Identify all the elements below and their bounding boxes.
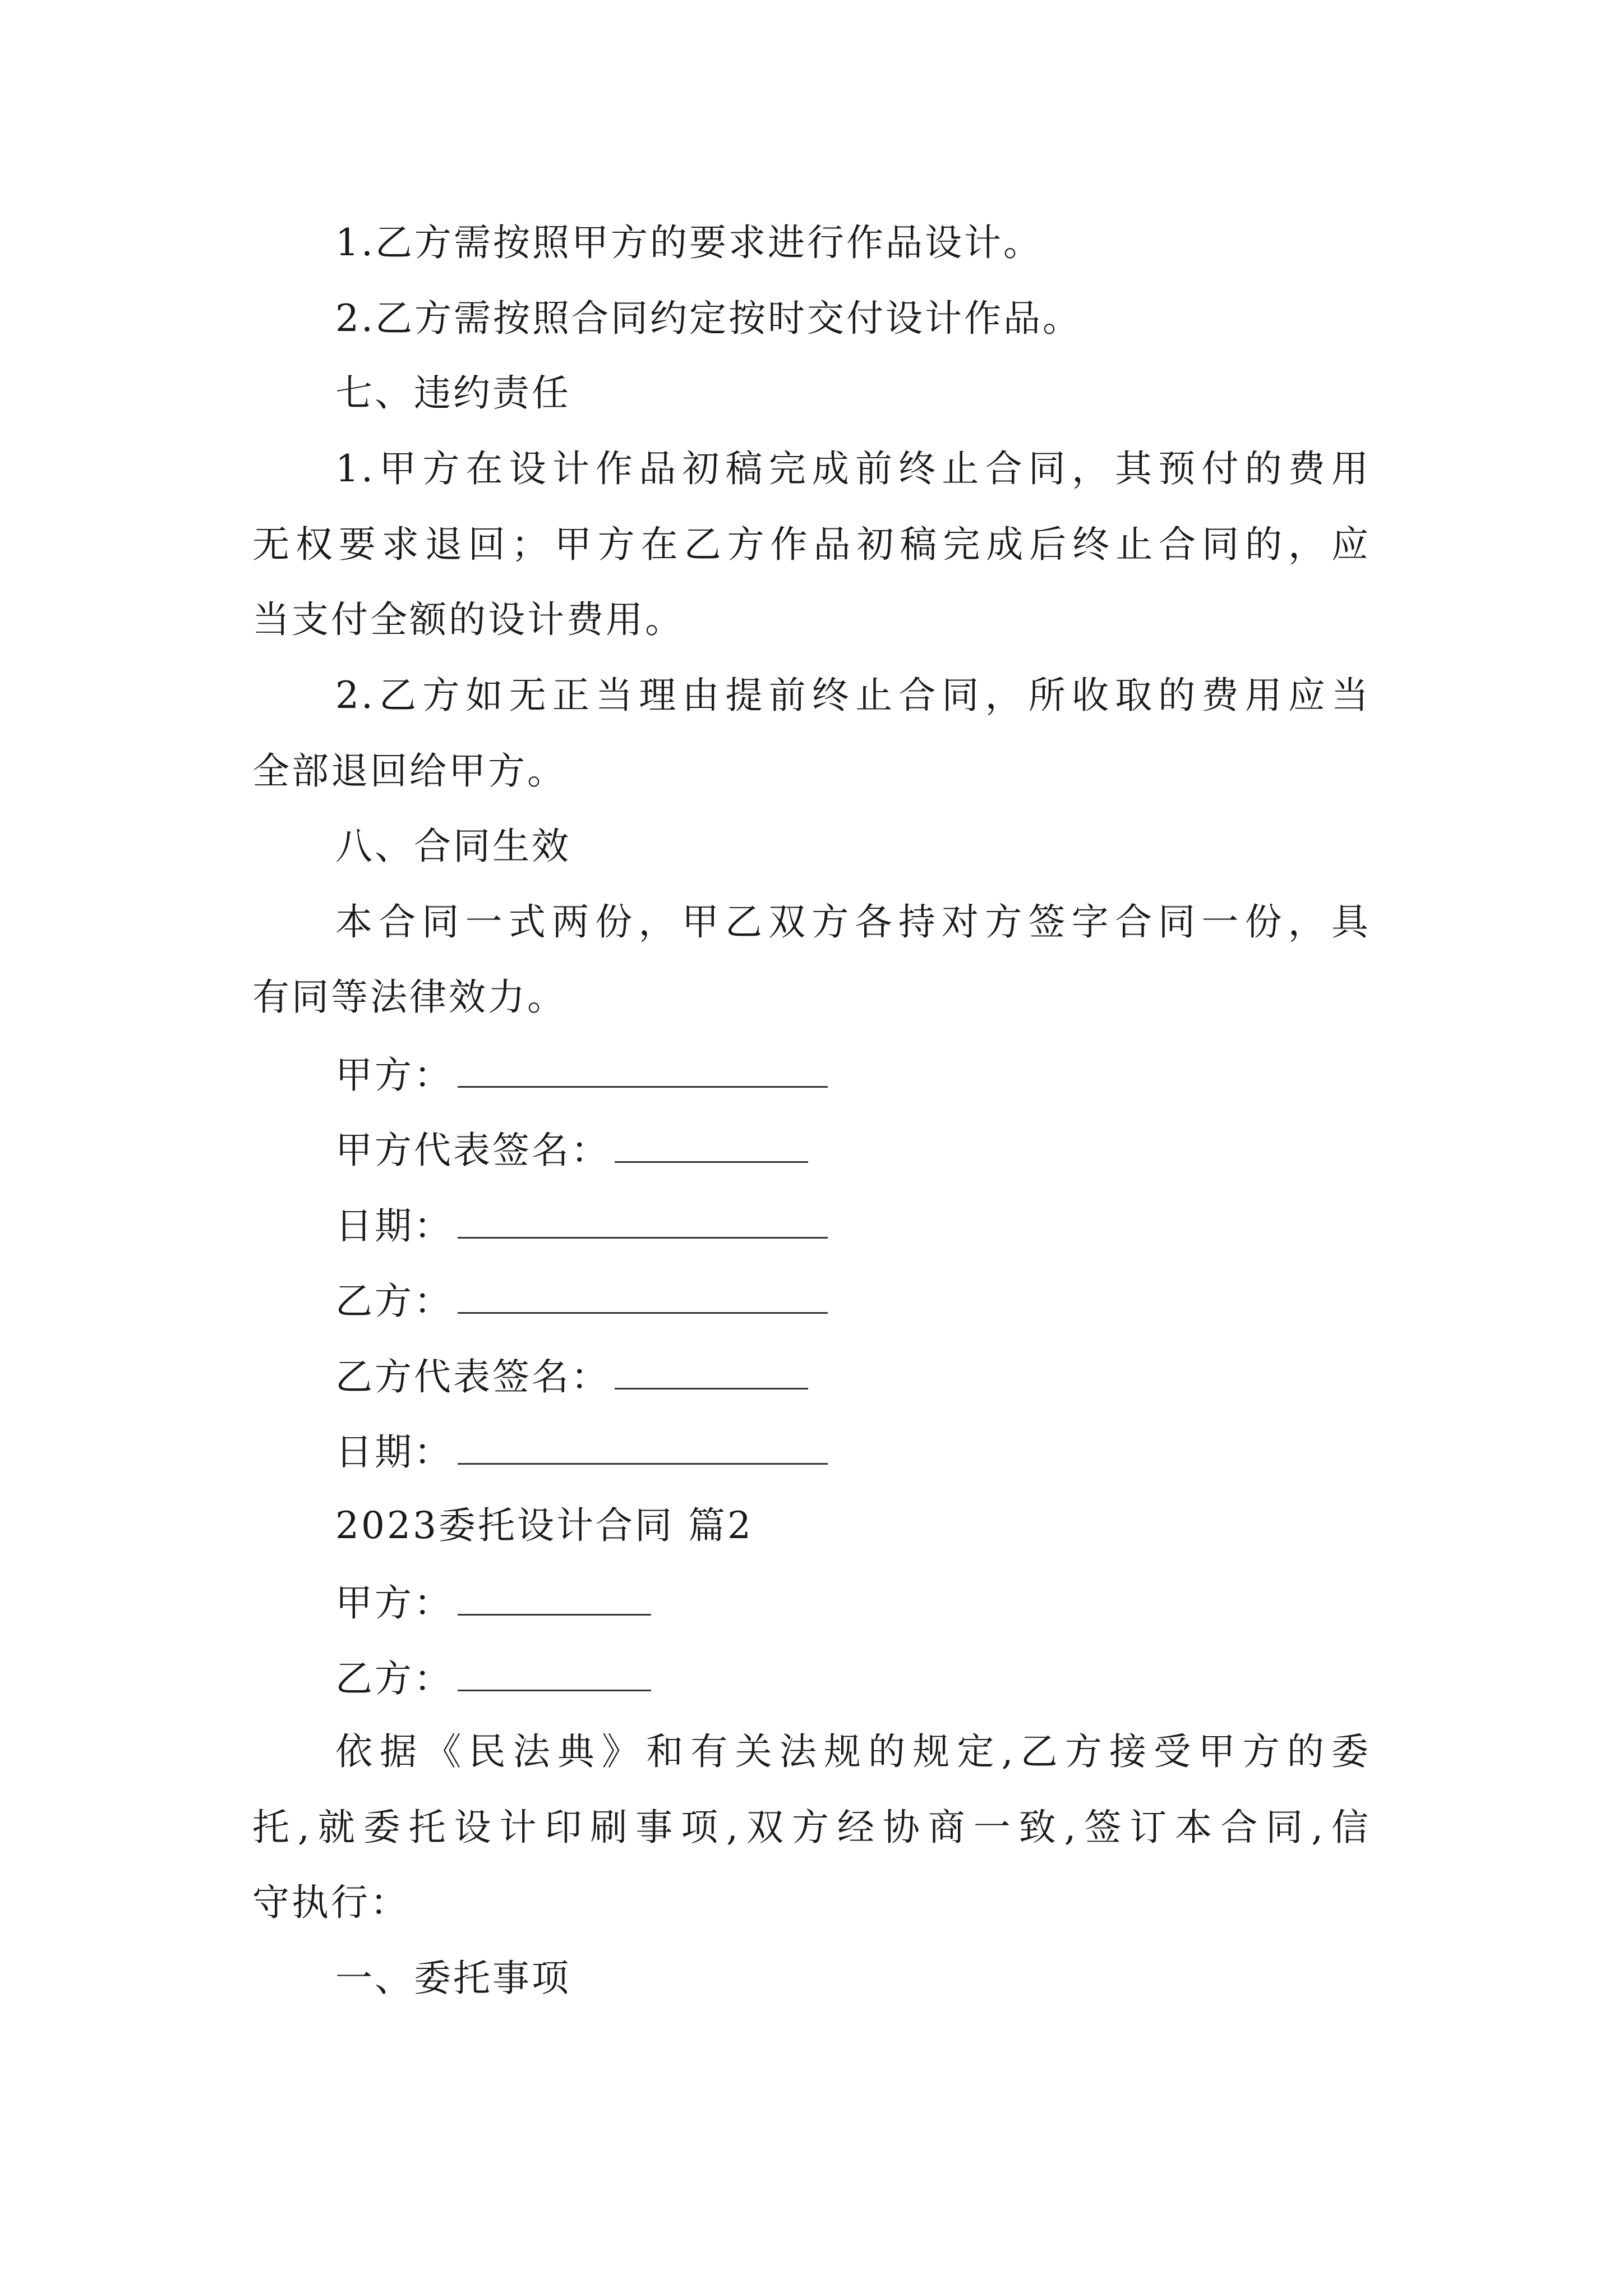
field-label: 甲方代表签名： [335,1129,610,1172]
signature-blank[interactable] [458,1055,828,1088]
clause-line: 托,就委托设计印刷事项,双方经协商一致,签订本合同,信 [252,1806,1371,1849]
section-heading-breach: 七、违约责任 [335,371,571,415]
signature-field-party-b-rep [335,1356,808,1396]
field-label: 甲方： [335,1581,453,1625]
signature-field-date-a [335,1204,828,1248]
party-blank[interactable] [458,1658,651,1691]
field-label: 日期： [335,1430,453,1474]
party-field-b [335,1657,651,1700]
section-title-contract-2: 2023委托设计合同 篇2 [335,1504,753,1547]
clause-line: 守执行： [252,1881,409,1924]
clause-line: 2.乙方需按照合同约定按时交付设计作品。 [335,297,1082,340]
signature-blank[interactable] [615,1356,808,1389]
signature-blank[interactable] [615,1130,808,1163]
signature-blank[interactable] [458,1432,828,1465]
clause-line: 2.乙方如无正当理由提前终止合同，所收取的费用应当 [335,674,1371,717]
clause-line: 无权要求退回；甲方在乙方作品初稿完成后终止合同的，应 [252,523,1371,566]
signature-field-party-a [335,1053,828,1097]
signature-field-date-b [335,1430,828,1474]
field-label: 乙方代表签名： [335,1355,610,1398]
clause-line: 依据《民法典》和有关法规的规定,乙方接受甲方的委 [335,1730,1371,1773]
clause-line: 当支付全额的设计费用。 [252,598,684,641]
signature-field-party-b [335,1280,828,1323]
clause-line: 全部退回给甲方。 [252,749,566,793]
party-blank[interactable] [458,1582,651,1616]
clause-line: 有同等法律效力。 [252,976,566,1019]
field-label: 甲方： [335,1053,453,1097]
signature-field-party-a-rep [335,1129,808,1172]
clause-line: 1.乙方需按照甲方的要求进行作品设计。 [335,221,1043,264]
clause-line: 1.甲方在设计作品初稿完成前终止合同，其预付的费用 [335,447,1371,490]
field-label: 乙方： [335,1280,453,1323]
party-field-a [335,1581,651,1625]
signature-blank[interactable] [458,1205,828,1239]
section-heading-entrustment: 一、委托事项 [335,1957,571,2000]
signature-blank[interactable] [458,1281,828,1314]
field-label: 乙方： [335,1657,453,1700]
section-heading-effect: 八、合同生效 [335,825,571,868]
field-label: 日期： [335,1204,453,1248]
clause-line: 本合同一式两份，甲乙双方各持对方签字合同一份，具 [335,900,1371,944]
